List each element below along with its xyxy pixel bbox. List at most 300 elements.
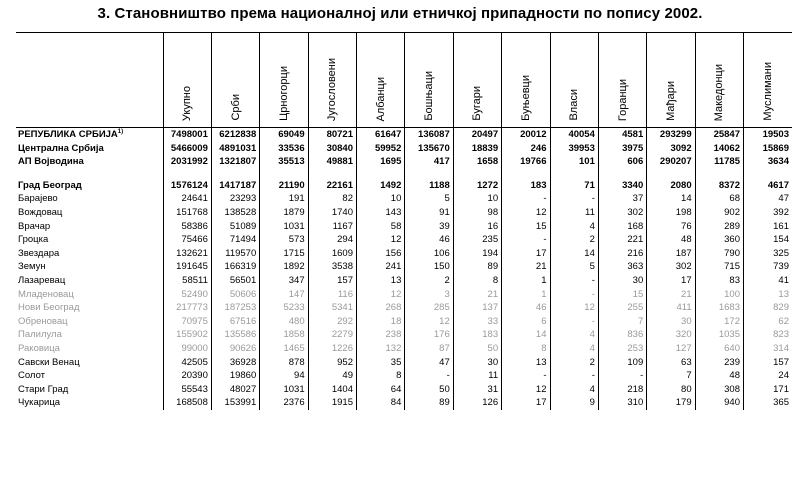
cell-value: 80 xyxy=(647,383,695,397)
table-row xyxy=(16,220,792,234)
column-header xyxy=(695,33,743,128)
row-name: Младеновац xyxy=(18,288,74,300)
cell-value: 18839 xyxy=(453,142,501,156)
column-header xyxy=(357,33,405,128)
cell-value: 25847 xyxy=(695,128,743,142)
spacer-row xyxy=(16,169,792,179)
cell-value: 1858 xyxy=(260,328,308,342)
cell-value: 363 xyxy=(598,260,646,274)
cell-value: 1715 xyxy=(260,247,308,261)
cell-value: 47 xyxy=(405,356,453,370)
column-header-label: Буњевци xyxy=(519,75,532,121)
cell-value: 18 xyxy=(357,315,405,329)
cell-value: 294 xyxy=(308,233,356,247)
cell-value: 49 xyxy=(308,369,356,383)
cell-value: 292 xyxy=(308,315,356,329)
cell-value: 952 xyxy=(308,356,356,370)
cell-value: 20390 xyxy=(163,369,211,383)
column-header xyxy=(502,33,550,128)
cell-value: 1879 xyxy=(260,206,308,220)
cell-value: 98 xyxy=(453,206,501,220)
cell-value: 154 xyxy=(744,233,793,247)
cell-value: 1492 xyxy=(357,179,405,193)
cell-value: 183 xyxy=(502,179,550,193)
column-header-label: Срби xyxy=(229,94,242,121)
row-name: Нови Београд xyxy=(18,302,80,314)
cell-value: - xyxy=(405,369,453,383)
column-header-label: Бошњаци xyxy=(423,71,436,121)
row-name: Раковица xyxy=(18,342,60,354)
cell-value: 255 xyxy=(598,301,646,315)
cell-value: 21 xyxy=(502,260,550,274)
cell-value: 33536 xyxy=(260,142,308,156)
cell-value: 16 xyxy=(453,220,501,234)
cell-value: 30 xyxy=(598,274,646,288)
column-header xyxy=(405,33,453,128)
row-name: Палилула xyxy=(18,329,62,341)
cell-value: 55543 xyxy=(163,383,211,397)
cell-value: 58386 xyxy=(163,220,211,234)
cell-value: 268 xyxy=(357,301,405,315)
table-row xyxy=(16,233,792,247)
cell-value: 48 xyxy=(647,233,695,247)
cell-value: 83 xyxy=(695,274,743,288)
cell-value: 13 xyxy=(502,356,550,370)
cell-value: 902 xyxy=(695,206,743,220)
cell-value: 940 xyxy=(695,396,743,410)
cell-value: 71 xyxy=(550,179,598,193)
cell-value: 3634 xyxy=(744,155,793,169)
cell-value: - xyxy=(502,233,550,247)
cell-value: 35 xyxy=(357,356,405,370)
cell-value: 70975 xyxy=(163,315,211,329)
cell-value: 187 xyxy=(647,247,695,261)
cell-value: 1465 xyxy=(260,342,308,356)
row-name: Барајево xyxy=(18,193,58,205)
cell-value: 36928 xyxy=(211,356,259,370)
cell-value: 89 xyxy=(453,260,501,274)
cell-value: 253 xyxy=(598,342,646,356)
cell-value: 715 xyxy=(695,260,743,274)
row-name: Централна Србија xyxy=(18,142,104,154)
table-row xyxy=(16,315,792,329)
cell-value: 293299 xyxy=(647,128,695,142)
cell-value: 94 xyxy=(260,369,308,383)
table-row xyxy=(16,301,792,315)
cell-value: 50606 xyxy=(211,288,259,302)
row-name: Гроцка xyxy=(18,234,49,246)
cell-value: 8 xyxy=(357,369,405,383)
cell-value: 1915 xyxy=(308,396,356,410)
table-row xyxy=(16,206,792,220)
cell-value: 13 xyxy=(357,274,405,288)
cell-value: 310 xyxy=(598,396,646,410)
cell-value: 573 xyxy=(260,233,308,247)
cell-value: 790 xyxy=(695,247,743,261)
cell-value: 191645 xyxy=(163,260,211,274)
cell-value: 82 xyxy=(308,192,356,206)
cell-value: 1272 xyxy=(453,179,501,193)
row-name: Обреновац xyxy=(18,315,68,327)
cell-value: 3975 xyxy=(598,142,646,156)
cell-value: 71494 xyxy=(211,233,259,247)
cell-value: 417 xyxy=(405,155,453,169)
cell-value: 3340 xyxy=(598,179,646,193)
cell-value: 13 xyxy=(744,288,793,302)
cell-value: 84 xyxy=(357,396,405,410)
cell-value: 75466 xyxy=(163,233,211,247)
cell-value: 17 xyxy=(502,396,550,410)
cell-value: 4 xyxy=(550,328,598,342)
cell-value: 153991 xyxy=(211,396,259,410)
cell-value: 143 xyxy=(357,206,405,220)
cell-value: 137 xyxy=(453,301,501,315)
cell-value: 246 xyxy=(502,142,550,156)
cell-value: 166319 xyxy=(211,260,259,274)
cell-value: 5 xyxy=(405,192,453,206)
column-header xyxy=(550,33,598,128)
cell-value: 5 xyxy=(550,260,598,274)
cell-value: 480 xyxy=(260,315,308,329)
table-row xyxy=(16,260,792,274)
table-row xyxy=(16,179,792,193)
cell-value: 12 xyxy=(357,288,405,302)
cell-value: 241 xyxy=(357,260,405,274)
cell-value: 22161 xyxy=(308,179,356,193)
cell-value: 35513 xyxy=(260,155,308,169)
row-name: Савски Венац xyxy=(18,356,80,368)
cell-value: - xyxy=(550,315,598,329)
cell-value: - xyxy=(550,274,598,288)
cell-value: 1695 xyxy=(357,155,405,169)
cell-value: 5233 xyxy=(260,301,308,315)
cell-value: 1 xyxy=(502,288,550,302)
cell-value: 90626 xyxy=(211,342,259,356)
cell-value: 836 xyxy=(598,328,646,342)
column-header-label: Муслимани xyxy=(762,62,774,121)
cell-value: 4891031 xyxy=(211,142,259,156)
cell-value: 1188 xyxy=(405,179,453,193)
cell-value: 91 xyxy=(405,206,453,220)
cell-value: 216 xyxy=(598,247,646,261)
cell-value: 12 xyxy=(405,315,453,329)
cell-value: 302 xyxy=(647,260,695,274)
cell-value: 150 xyxy=(405,260,453,274)
column-header xyxy=(598,33,646,128)
cell-value: 21190 xyxy=(260,179,308,193)
cell-value: 1892 xyxy=(260,260,308,274)
row-name: Земун xyxy=(18,261,46,273)
cell-value: 308 xyxy=(695,383,743,397)
cell-value: 21 xyxy=(453,288,501,302)
cell-value: 63 xyxy=(647,356,695,370)
cell-value: 48027 xyxy=(211,383,259,397)
cell-value: 360 xyxy=(695,233,743,247)
cell-value: 2031992 xyxy=(163,155,211,169)
row-name: Врачар xyxy=(18,220,51,232)
cell-value: 14 xyxy=(502,328,550,342)
cell-value: 8372 xyxy=(695,179,743,193)
cell-value: 6212838 xyxy=(211,128,259,142)
column-header xyxy=(744,33,793,128)
row-name: Лазаревац xyxy=(18,274,66,286)
cell-value: 221 xyxy=(598,233,646,247)
table-row xyxy=(16,274,792,288)
table-row xyxy=(16,247,792,261)
row-name: Солот xyxy=(18,370,46,382)
cell-value: 1404 xyxy=(308,383,356,397)
cell-value: 56501 xyxy=(211,274,259,288)
cell-value: 69049 xyxy=(260,128,308,142)
cell-value: 1031 xyxy=(260,383,308,397)
cell-value: 2 xyxy=(550,233,598,247)
cell-value: 11 xyxy=(550,206,598,220)
cell-value: 1740 xyxy=(308,206,356,220)
cell-value: 411 xyxy=(647,301,695,315)
cell-value: 12 xyxy=(357,233,405,247)
cell-value: 4 xyxy=(550,383,598,397)
cell-value: 17 xyxy=(502,247,550,261)
cell-value: 156 xyxy=(357,247,405,261)
cell-value: 20012 xyxy=(502,128,550,142)
cell-value: 235 xyxy=(453,233,501,247)
cell-value: 20497 xyxy=(453,128,501,142)
cell-value: 135670 xyxy=(405,142,453,156)
cell-value: 49881 xyxy=(308,155,356,169)
cell-value: 138528 xyxy=(211,206,259,220)
cell-value: 14 xyxy=(647,192,695,206)
cell-value: 392 xyxy=(744,206,793,220)
table-row xyxy=(16,396,792,410)
cell-value: 50 xyxy=(405,383,453,397)
cell-value: 46 xyxy=(405,233,453,247)
cell-value: 179 xyxy=(647,396,695,410)
cell-value: 285 xyxy=(405,301,453,315)
cell-value: 89 xyxy=(405,396,453,410)
cell-value: 194 xyxy=(453,247,501,261)
cell-value: 1031 xyxy=(260,220,308,234)
cell-value: 1167 xyxy=(308,220,356,234)
cell-value: 64 xyxy=(357,383,405,397)
cell-value: 12 xyxy=(502,206,550,220)
cell-value: 41 xyxy=(744,274,793,288)
cell-value: 239 xyxy=(695,356,743,370)
cell-value: 289 xyxy=(695,220,743,234)
cell-value: 24 xyxy=(744,369,793,383)
cell-value: 50 xyxy=(453,342,501,356)
column-header-label: Бугари xyxy=(471,86,484,121)
column-header-label: Власи xyxy=(568,89,581,121)
row-name: АП Војводина xyxy=(18,156,84,168)
cell-value: 52490 xyxy=(163,288,211,302)
table-row xyxy=(16,356,792,370)
cell-value: 183 xyxy=(453,328,501,342)
cell-value: 2 xyxy=(405,274,453,288)
cell-value: 8 xyxy=(502,342,550,356)
table-row xyxy=(16,142,792,156)
cell-value: 325 xyxy=(744,247,793,261)
table-row xyxy=(16,155,792,169)
cell-value: 1035 xyxy=(695,328,743,342)
cell-value: 76 xyxy=(647,220,695,234)
cell-value: 39953 xyxy=(550,142,598,156)
cell-value: 238 xyxy=(357,328,405,342)
cell-value: 198 xyxy=(647,206,695,220)
cell-value: 99000 xyxy=(163,342,211,356)
row-name: Звездара xyxy=(18,247,60,259)
cell-value: 640 xyxy=(695,342,743,356)
cell-value: 9 xyxy=(550,396,598,410)
cell-value: 37 xyxy=(598,192,646,206)
cell-value: 878 xyxy=(260,356,308,370)
cell-value: 62 xyxy=(744,315,793,329)
cell-value: 61647 xyxy=(357,128,405,142)
footnote-mark: 1) xyxy=(117,129,124,135)
cell-value: - xyxy=(502,369,550,383)
cell-value: 147 xyxy=(260,288,308,302)
cell-value: 365 xyxy=(744,396,793,410)
cell-value: 347 xyxy=(260,274,308,288)
cell-value: 135586 xyxy=(211,328,259,342)
cell-value: 106 xyxy=(405,247,453,261)
row-name: Вождовац xyxy=(18,206,63,218)
cell-value: 606 xyxy=(598,155,646,169)
cell-value: 217773 xyxy=(163,301,211,315)
header-row xyxy=(16,33,792,128)
cell-value: 320 xyxy=(647,328,695,342)
column-header xyxy=(453,33,501,128)
cell-value: 823 xyxy=(744,328,793,342)
cell-value: - xyxy=(598,369,646,383)
cell-value: 1609 xyxy=(308,247,356,261)
cell-value: 5341 xyxy=(308,301,356,315)
cell-value: 116 xyxy=(308,288,356,302)
cell-value: 739 xyxy=(744,260,793,274)
cell-value: 829 xyxy=(744,301,793,315)
cell-value: 132 xyxy=(357,342,405,356)
cell-value: 33 xyxy=(453,315,501,329)
cell-value: 39 xyxy=(405,220,453,234)
cell-value: 80721 xyxy=(308,128,356,142)
cell-value: 109 xyxy=(598,356,646,370)
cell-value: 17 xyxy=(647,274,695,288)
cell-value: 12 xyxy=(550,301,598,315)
cell-value: 2279 xyxy=(308,328,356,342)
cell-value: - xyxy=(550,369,598,383)
table-row xyxy=(16,328,792,342)
cell-value: 7 xyxy=(598,315,646,329)
column-header xyxy=(308,33,356,128)
cell-value: 155902 xyxy=(163,328,211,342)
cell-value: 132621 xyxy=(163,247,211,261)
table-body xyxy=(16,128,792,410)
cell-value: 30 xyxy=(647,315,695,329)
cell-value: 87 xyxy=(405,342,453,356)
cell-value: 171 xyxy=(744,383,793,397)
cell-value: 12 xyxy=(502,383,550,397)
cell-value: 15869 xyxy=(744,142,793,156)
cell-value: 68 xyxy=(695,192,743,206)
cell-value: 15 xyxy=(502,220,550,234)
cell-value: 19766 xyxy=(502,155,550,169)
cell-value: 2080 xyxy=(647,179,695,193)
population-table xyxy=(16,32,792,410)
cell-value: 6 xyxy=(502,315,550,329)
cell-value: 176 xyxy=(405,328,453,342)
cell-value: 187253 xyxy=(211,301,259,315)
cell-value: 3 xyxy=(405,288,453,302)
cell-value: 19860 xyxy=(211,369,259,383)
cell-value: 67516 xyxy=(211,315,259,329)
cell-value: 59952 xyxy=(357,142,405,156)
cell-value: 58511 xyxy=(163,274,211,288)
column-header xyxy=(211,33,259,128)
cell-value: 7 xyxy=(647,369,695,383)
cell-value: 46 xyxy=(502,301,550,315)
cell-value: 2376 xyxy=(260,396,308,410)
cell-value: 100 xyxy=(695,288,743,302)
cell-value: 14 xyxy=(550,247,598,261)
column-header-label: Албанци xyxy=(374,76,387,121)
cell-value: 4617 xyxy=(744,179,793,193)
cell-value: 4 xyxy=(550,220,598,234)
column-header xyxy=(647,33,695,128)
cell-value: 30840 xyxy=(308,142,356,156)
cell-value: 151768 xyxy=(163,206,211,220)
cell-value: 1576124 xyxy=(163,179,211,193)
cell-value: 31 xyxy=(453,383,501,397)
column-header-label: Укупно xyxy=(181,85,194,121)
cell-value: 23293 xyxy=(211,192,259,206)
cell-value: 1226 xyxy=(308,342,356,356)
cell-value: 1658 xyxy=(453,155,501,169)
cell-value: 11 xyxy=(453,369,501,383)
cell-value: 24641 xyxy=(163,192,211,206)
cell-value: 3092 xyxy=(647,142,695,156)
column-header xyxy=(260,33,308,128)
cell-value: 302 xyxy=(598,206,646,220)
column-header-label: Црногорци xyxy=(277,66,290,121)
cell-value: 30 xyxy=(453,356,501,370)
table-row xyxy=(16,192,792,206)
cell-value: 40054 xyxy=(550,128,598,142)
cell-value: 161 xyxy=(744,220,793,234)
cell-value: 218 xyxy=(598,383,646,397)
cell-value: 157 xyxy=(744,356,793,370)
cell-value: 168508 xyxy=(163,396,211,410)
cell-value: 2 xyxy=(550,356,598,370)
cell-value: 10 xyxy=(357,192,405,206)
cell-value: 119570 xyxy=(211,247,259,261)
cell-value: 126 xyxy=(453,396,501,410)
cell-value: 136087 xyxy=(405,128,453,142)
cell-value: 10 xyxy=(453,192,501,206)
table-row xyxy=(16,383,792,397)
cell-value: 1683 xyxy=(695,301,743,315)
cell-value: 157 xyxy=(308,274,356,288)
header-corner xyxy=(16,33,163,128)
cell-value: - xyxy=(502,192,550,206)
cell-value: 314 xyxy=(744,342,793,356)
row-name: Град Београд xyxy=(18,179,82,191)
cell-value: 1417187 xyxy=(211,179,259,193)
row-name: Чукарица xyxy=(18,397,61,409)
table-row xyxy=(16,342,792,356)
cell-value: 127 xyxy=(647,342,695,356)
cell-value: 290207 xyxy=(647,155,695,169)
row-name: РЕПУБЛИКА СРБИЈА$^{1)}$ xyxy=(18,129,124,140)
cell-value: 51089 xyxy=(211,220,259,234)
